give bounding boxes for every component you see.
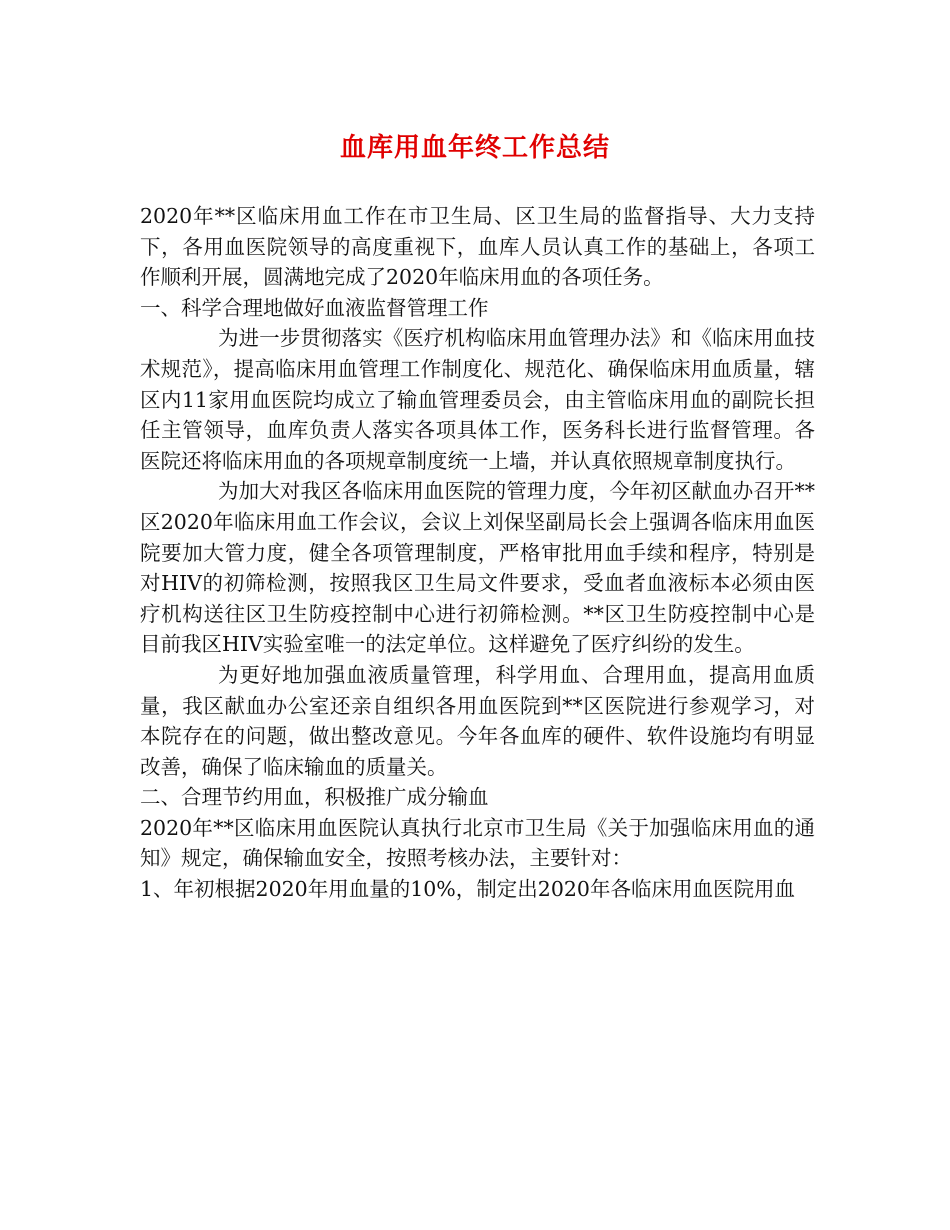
document-title: 血库用血年终工作总结	[339, 133, 610, 163]
section-heading-1: 一、科学合理地做好血液监督管理工作	[140, 295, 489, 320]
document-body	[140, 201, 815, 905]
body-paragraph: 2020年**区临床用血医院认真执行北京市卫生局《关于加强临床用血的通知》规定，确保输血安全，按照考核办法，主要针对：	[140, 815, 815, 871]
body-paragraph: 为进一步贯彻落实《医疗机构临床用血管理办法》和《临床用血技术规范》，提高临床用血管理工作制度化、规范化、确保临床用血质量，辖区内11家用血医院均成立了输血管理委员会，由主管临床用血的副院长担任主管领导，血库负责人落实各项具体工作，医务科长进行监督管理。各医院还将临床用血的各项规章制度统一上墙，并认真依照规章制度执行。	[140, 326, 815, 473]
body-paragraph: 为加大对我区各临床用血医院的管理力度，今年初区献血办召开**区2020年临床用血工作会议，会议上刘保坚副局长会上强调各临床用血医院要加大管力度，健全各项管理制度，严格审批用血手续和程序，特别是对HIV的初筛检测，按照我区卫生局文件要求，受血者血液标本必须由医疗机构送往区卫生防疫控制中心进行初筛检测。**区卫生防疫控制中心是目前我区HIV实验室唯一的法定单位。这样避免了医疗纠纷的发生。	[140, 479, 815, 657]
body-paragraph: 为更好地加强血液质量管理，科学用血、合理用血，提高用血质量，我区献血办公室还亲自组织各用血医院到**区医院进行参观学习，对本院存在的问题，做出整改意见。今年各血库的硬件、软件设施均有明显改善，确保了临床输血的质量关。	[140, 662, 815, 779]
list-item: 1、年初根据2020年用血量的10%，制定出2020年各临床用血医院用血	[140, 877, 795, 902]
section-heading-2: 二、合理节约用血，积极推广成分输血	[140, 785, 489, 810]
intro-paragraph: 2020年**区临床用血工作在市卫生局、区卫生局的监督指导、大力支持下，各用血医院领导的高度重视下，血库人员认真工作的基础上，各项工作顺利开展，圆满地完成了2020年临床用血的各项任务。	[140, 204, 815, 290]
